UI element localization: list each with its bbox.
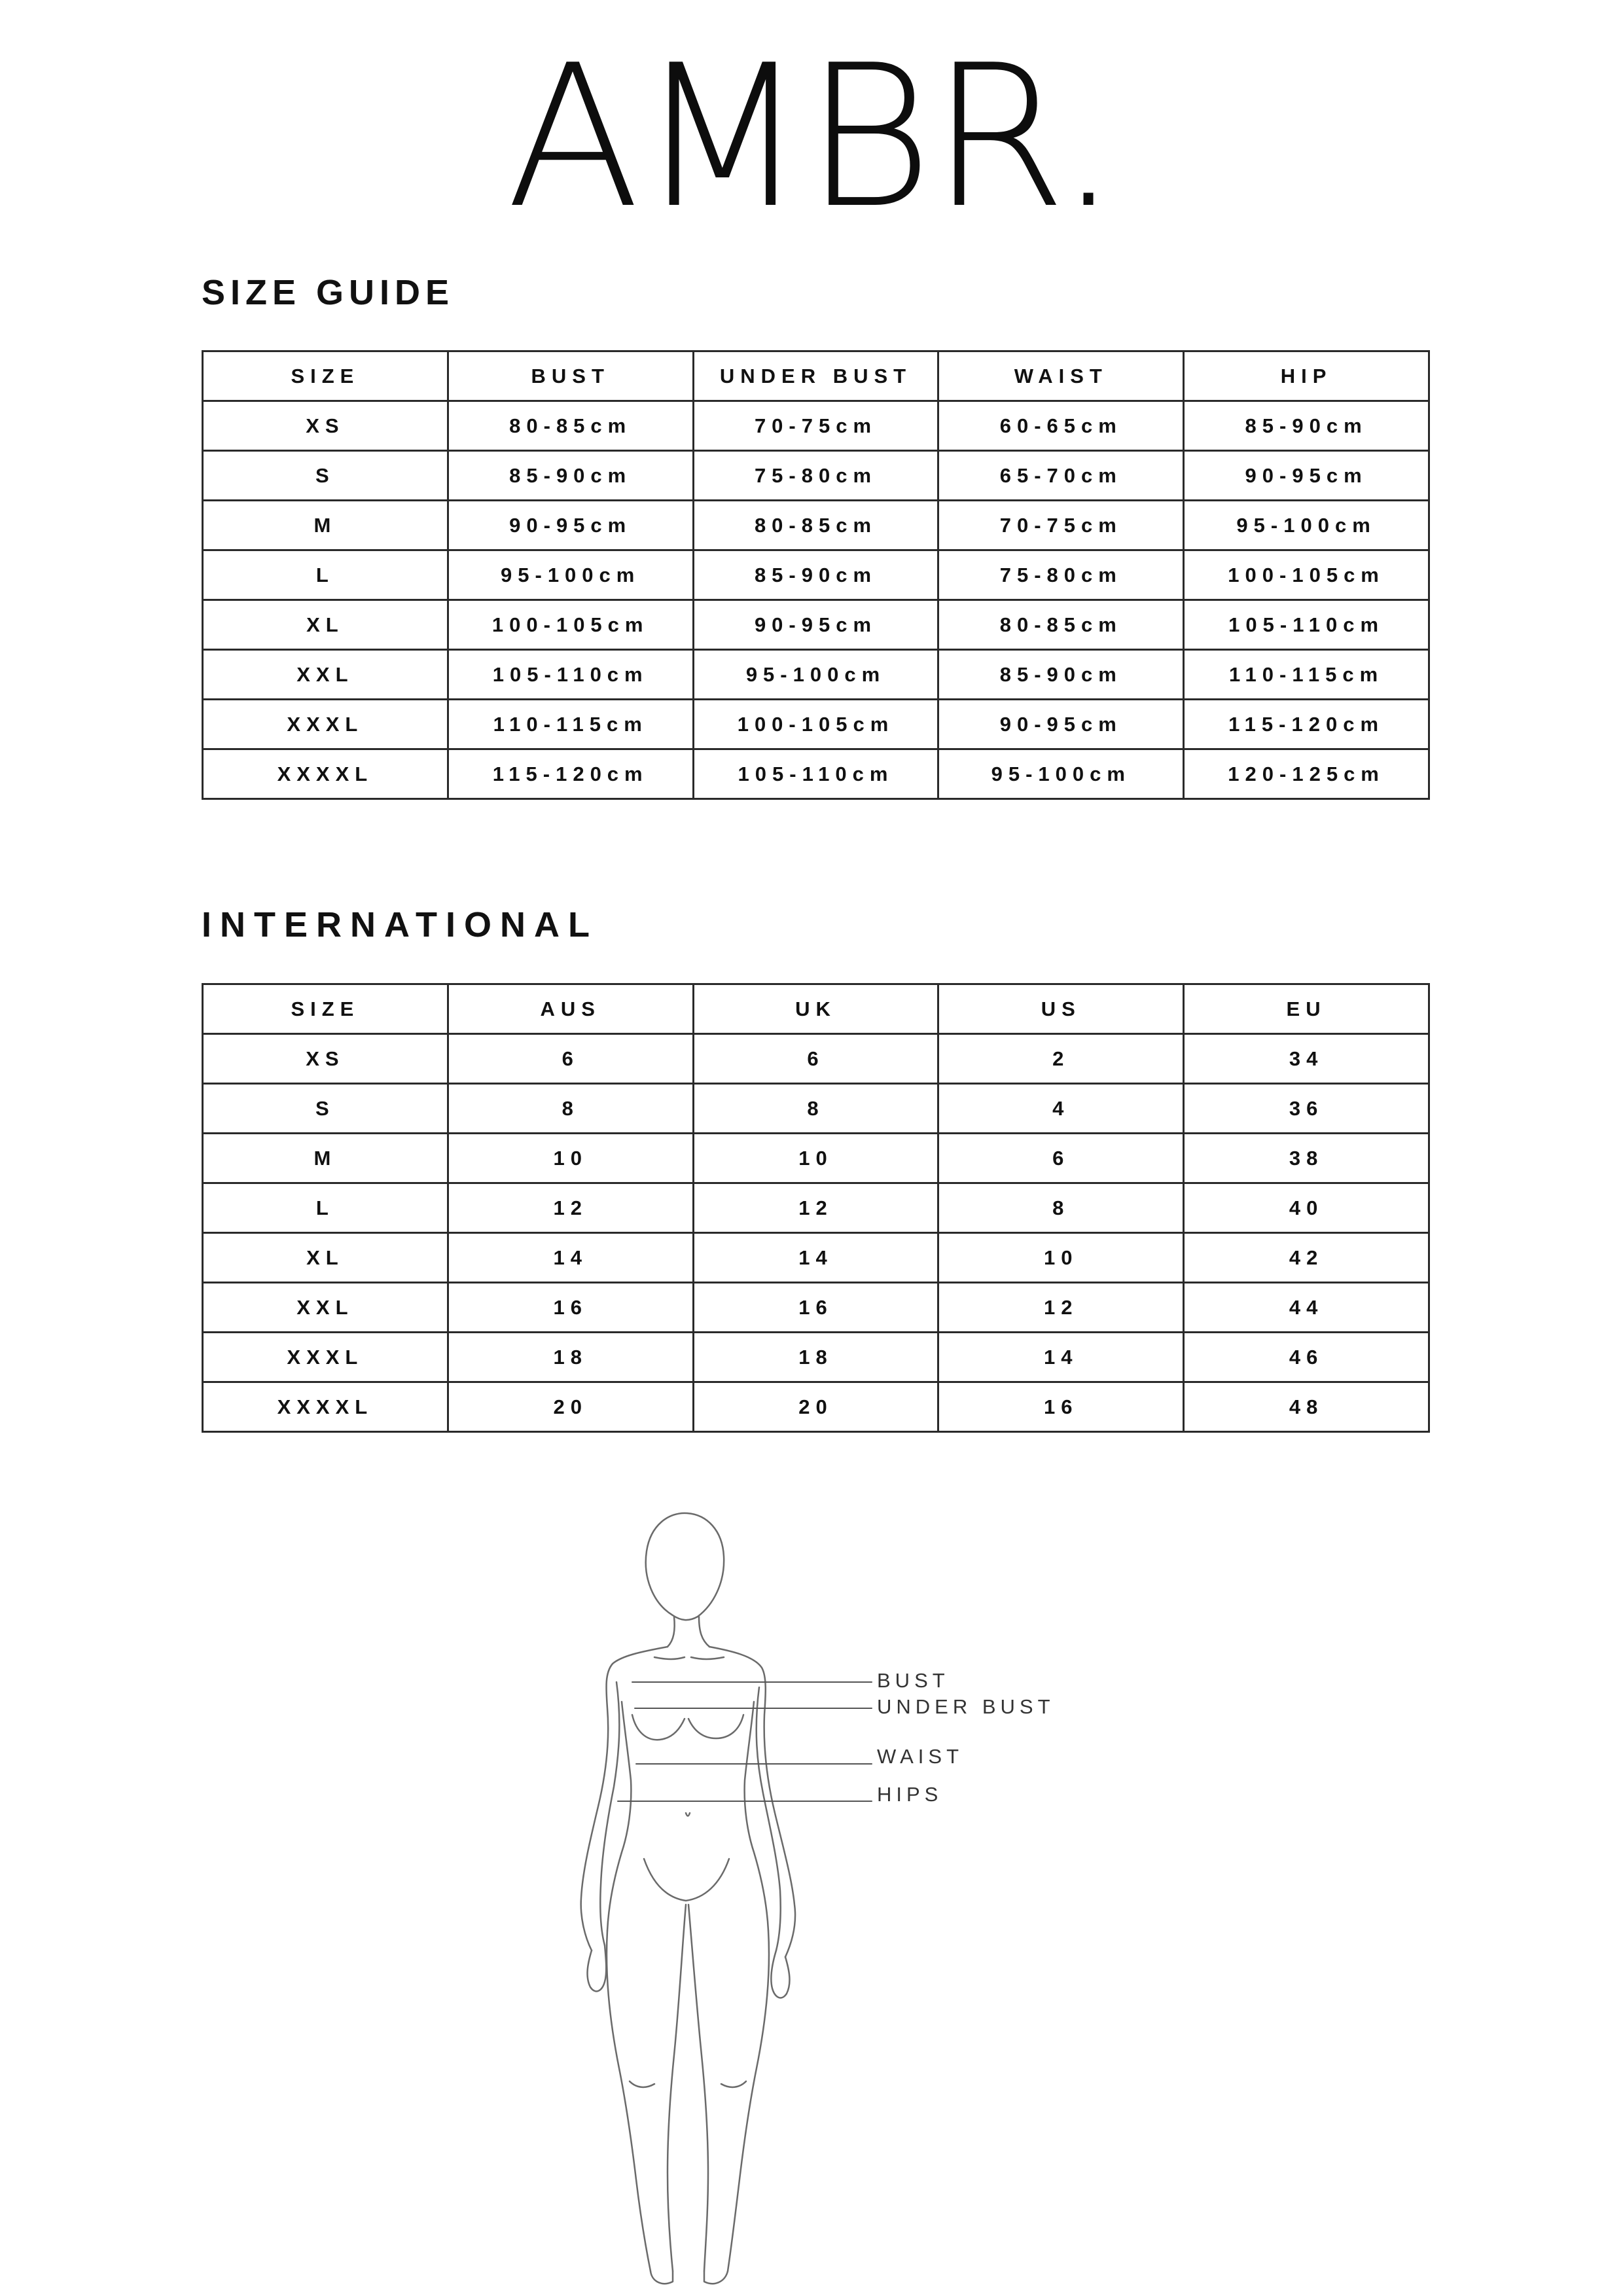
value-cell: 105-110cm <box>1184 600 1429 650</box>
size-cell: XS <box>203 1034 448 1084</box>
value-cell: 90-95cm <box>1184 451 1429 501</box>
size-cell: L <box>203 1183 448 1233</box>
value-cell: 16 <box>448 1283 693 1333</box>
table-header-row <box>203 351 1429 401</box>
value-cell: 36 <box>1184 1084 1429 1134</box>
value-cell: 4 <box>938 1084 1184 1134</box>
value-cell: 115-120cm <box>448 749 693 799</box>
value-cell: 12 <box>448 1183 693 1233</box>
value-cell: 34 <box>1184 1034 1429 1084</box>
value-cell: 95-100cm <box>938 749 1184 799</box>
column-header: BUST <box>448 351 693 401</box>
value-cell: 65-70cm <box>938 451 1184 501</box>
value-cell: 75-80cm <box>938 550 1184 600</box>
international-size-table <box>202 983 1430 1433</box>
value-cell: 8 <box>938 1183 1184 1233</box>
table-row <box>203 1183 1429 1233</box>
table-row <box>203 1134 1429 1183</box>
size-cell: XXL <box>203 650 448 700</box>
column-header: EU <box>1184 984 1429 1034</box>
size-cell: XS <box>203 401 448 451</box>
column-header: US <box>938 984 1184 1034</box>
value-cell: 16 <box>693 1283 938 1333</box>
value-cell: 10 <box>693 1134 938 1183</box>
value-cell: 100-105cm <box>1184 550 1429 600</box>
table-row <box>203 451 1429 501</box>
value-cell: 10 <box>938 1233 1184 1283</box>
table-row <box>203 600 1429 650</box>
value-cell: 14 <box>448 1233 693 1283</box>
value-cell: 90-95cm <box>693 600 938 650</box>
value-cell: 6 <box>938 1134 1184 1183</box>
value-cell: 115-120cm <box>1184 700 1429 749</box>
value-cell: 18 <box>693 1333 938 1382</box>
value-cell: 105-110cm <box>448 650 693 700</box>
table-row <box>203 700 1429 749</box>
value-cell: 42 <box>1184 1233 1429 1283</box>
table-row <box>203 749 1429 799</box>
value-cell: 90-95cm <box>448 501 693 550</box>
value-cell: 95-100cm <box>693 650 938 700</box>
column-header: HIP <box>1184 351 1429 401</box>
value-cell: 14 <box>693 1233 938 1283</box>
column-header: SIZE <box>203 351 448 401</box>
size-guide-title: SIZE GUIDE <box>202 273 455 312</box>
size-cell: M <box>203 501 448 550</box>
value-cell: 80-85cm <box>693 501 938 550</box>
size-cell: L <box>203 550 448 600</box>
value-cell: 16 <box>938 1382 1184 1432</box>
international-title: INTERNATIONAL <box>202 905 598 944</box>
value-cell: 110-115cm <box>448 700 693 749</box>
value-cell: 14 <box>938 1333 1184 1382</box>
value-cell: 70-75cm <box>938 501 1184 550</box>
value-cell: 70-75cm <box>693 401 938 451</box>
value-cell: 8 <box>448 1084 693 1134</box>
value-cell: 20 <box>693 1382 938 1432</box>
value-cell: 75-80cm <box>693 451 938 501</box>
body-measurement-figure <box>576 1505 1073 2291</box>
value-cell: 85-90cm <box>448 451 693 501</box>
value-cell: 40 <box>1184 1183 1429 1233</box>
value-cell: 18 <box>448 1333 693 1382</box>
size-cell: XXXL <box>203 700 448 749</box>
size-cell: XXXXL <box>203 1382 448 1432</box>
column-header: WAIST <box>938 351 1184 401</box>
table-row <box>203 1084 1429 1134</box>
table-row <box>203 550 1429 600</box>
value-cell: 85-90cm <box>1184 401 1429 451</box>
table-row <box>203 401 1429 451</box>
bust-label: BUST <box>877 1669 950 1692</box>
value-cell: 80-85cm <box>938 600 1184 650</box>
value-cell: 60-65cm <box>938 401 1184 451</box>
table-row <box>203 1333 1429 1382</box>
value-cell: 95-100cm <box>448 550 693 600</box>
size-cell: M <box>203 1134 448 1183</box>
size-cell: XL <box>203 600 448 650</box>
under-bust-label: UNDER BUST <box>877 1695 1055 1718</box>
size-cell: S <box>203 451 448 501</box>
size-cell: XXXL <box>203 1333 448 1382</box>
value-cell: 48 <box>1184 1382 1429 1432</box>
size-cell: XXL <box>203 1283 448 1333</box>
body-outline-illustration <box>576 1505 1073 2291</box>
value-cell: 95-100cm <box>1184 501 1429 550</box>
brand-logo: AMBR. <box>506 23 1117 251</box>
size-cell: S <box>203 1084 448 1134</box>
value-cell: 44 <box>1184 1283 1429 1333</box>
table-row <box>203 501 1429 550</box>
value-cell: 8 <box>693 1084 938 1134</box>
value-cell: 12 <box>938 1283 1184 1333</box>
column-header: AUS <box>448 984 693 1034</box>
table-row <box>203 1034 1429 1084</box>
table-row <box>203 1233 1429 1283</box>
value-cell: 85-90cm <box>938 650 1184 700</box>
value-cell: 120-125cm <box>1184 749 1429 799</box>
value-cell: 80-85cm <box>448 401 693 451</box>
value-cell: 85-90cm <box>693 550 938 600</box>
table-row <box>203 650 1429 700</box>
value-cell: 90-95cm <box>938 700 1184 749</box>
column-header: UNDER BUST <box>693 351 938 401</box>
value-cell: 2 <box>938 1034 1184 1084</box>
value-cell: 100-105cm <box>693 700 938 749</box>
value-cell: 105-110cm <box>693 749 938 799</box>
value-cell: 38 <box>1184 1134 1429 1183</box>
value-cell: 6 <box>693 1034 938 1084</box>
table-row <box>203 1382 1429 1432</box>
table-header-row <box>203 984 1429 1034</box>
size-cell: XXXXL <box>203 749 448 799</box>
waist-label: WAIST <box>877 1745 964 1768</box>
size-guide-table <box>202 350 1430 800</box>
value-cell: 12 <box>693 1183 938 1233</box>
value-cell: 6 <box>448 1034 693 1084</box>
hips-label: HIPS <box>877 1783 943 1806</box>
value-cell: 10 <box>448 1134 693 1183</box>
value-cell: 100-105cm <box>448 600 693 650</box>
value-cell: 46 <box>1184 1333 1429 1382</box>
table-row <box>203 1283 1429 1333</box>
value-cell: 110-115cm <box>1184 650 1429 700</box>
size-cell: XL <box>203 1233 448 1283</box>
column-header: UK <box>693 984 938 1034</box>
value-cell: 20 <box>448 1382 693 1432</box>
column-header: SIZE <box>203 984 448 1034</box>
